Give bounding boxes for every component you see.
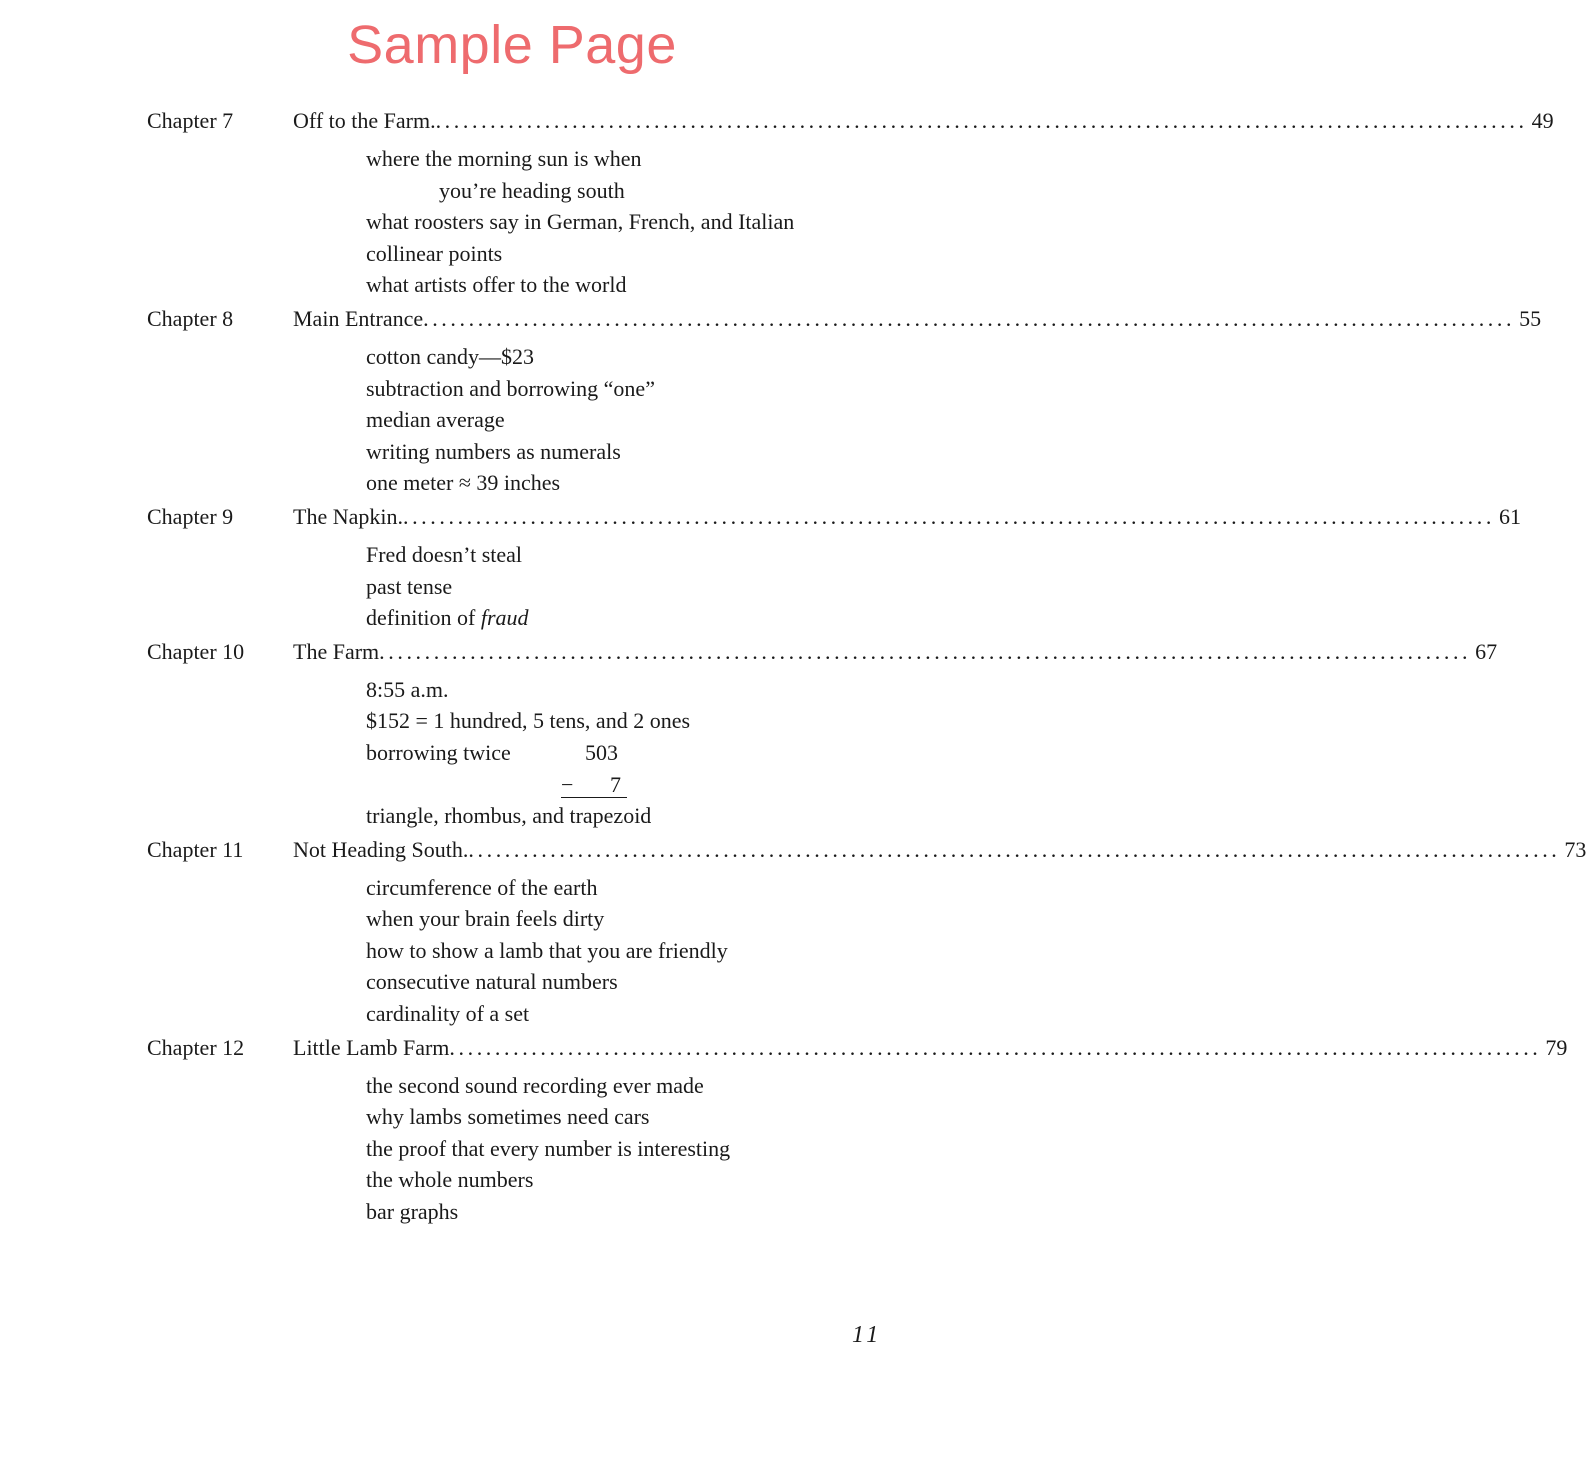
subtraction-subtrahend [561, 769, 627, 798]
chapter-title: Off to the Farm. [293, 108, 436, 133]
chapter-topics [366, 539, 878, 634]
topic-item: cardinality of a set [366, 1001, 530, 1027]
topic-item: past tense [366, 573, 453, 599]
topic-item: the second sound recording ever made [366, 1072, 704, 1098]
chapter-page-number: 61 [1498, 503, 1521, 529]
dot-leader: ........................................................................................................................ [379, 638, 1472, 664]
chapter-topics [366, 1070, 878, 1228]
page-number-folio: 11 [852, 1322, 883, 1348]
topic-item: what roosters say in German, French, and Italian [366, 209, 795, 235]
italic-term: fraud [480, 605, 529, 631]
dot-leader: ........................................................................................................................ [449, 1034, 1542, 1060]
topic-item: triangle, rhombus, and trapezoid [366, 803, 652, 829]
toc-entry-row[interactable] [147, 305, 1542, 341]
chapter-page-number: 79 [1545, 1034, 1568, 1060]
chapter-page-number: 49 [1531, 108, 1554, 133]
chapter-title: The Farm [293, 638, 380, 664]
topic-item: cotton candy—$23 [366, 343, 535, 369]
chapter-title: The Napkin. [293, 503, 403, 529]
topic-item: what artists offer to the world [366, 272, 627, 298]
toc-chapter-10 [147, 638, 1498, 832]
topic-item: collinear points [366, 240, 503, 266]
topic-item: subtraction and borrowing “one” [366, 375, 655, 401]
dot-leader: ........................................................................................................................ [423, 305, 1516, 331]
chapter-label: Chapter 12 [147, 1034, 245, 1060]
topic-item: Fred doesn’t steal [366, 541, 523, 567]
chapter-title: Main Entrance [293, 305, 424, 331]
chapter-page-number: 73 [1564, 836, 1586, 862]
topic-item: median average [366, 407, 505, 433]
toc-chapter-12 [147, 1034, 1568, 1228]
chapter-page-number: 67 [1475, 638, 1498, 664]
chapter-label: Chapter 9 [147, 503, 234, 529]
chapter-label: Chapter 10 [147, 638, 245, 664]
chapter-topics [366, 143, 878, 301]
chapter-label: Chapter 8 [147, 305, 234, 331]
topic-item: $152 = 1 hundred, 5 tens, and 2 ones [366, 708, 691, 734]
topic-item: where the morning sun is when [366, 146, 642, 171]
chapter-topics [366, 674, 878, 832]
topic-item: the proof that every number is interesting [366, 1135, 731, 1161]
topic-item: circumference of the earth [366, 874, 598, 900]
chapter-label: Chapter 7 [147, 108, 234, 133]
topic-item: why lambs sometimes need cars [366, 1104, 650, 1130]
dot-leader: ........................................................................................................................ [468, 836, 1561, 862]
minus-sign: − [561, 771, 574, 797]
dot-leader: ........................................................................................................................ [435, 108, 1528, 133]
toc-chapter-9 [147, 503, 1521, 634]
toc-entry-row[interactable] [147, 1034, 1568, 1070]
subtraction-row [366, 769, 878, 801]
topic-item-continuation: you’re heading south [439, 177, 625, 203]
toc-chapter-8 [147, 305, 1542, 499]
subtrahend-value: 7 [610, 771, 621, 797]
topic-item: 8:55 a.m. [366, 676, 449, 702]
chapter-title: Little Lamb Farm [293, 1034, 450, 1060]
toc-entry-row[interactable] [147, 836, 1586, 872]
topic-item: consecutive natural numbers [366, 969, 618, 995]
topic-item: when your brain feels dirty [366, 906, 605, 932]
chapter-topics [366, 872, 878, 1030]
topic-item: one meter ≈ 39 inches [366, 470, 561, 496]
toc-chapter-11 [147, 836, 1586, 1030]
topic-item: how to show a lamb that you are friendly [366, 937, 728, 963]
chapter-topics [366, 341, 878, 499]
toc-entry-row[interactable] [147, 638, 1498, 674]
topic-item: the whole numbers [366, 1167, 534, 1193]
dot-leader: ........................................................................................................................ [402, 503, 1495, 529]
toc-entry-row[interactable] [147, 108, 1554, 143]
subtraction-minuend: 503 [585, 739, 618, 765]
toc-chapter-7 [147, 108, 1554, 301]
table-of-contents [147, 108, 1586, 1233]
toc-entry-row[interactable] [147, 503, 1521, 539]
topic-item: writing numbers as numerals [366, 438, 621, 464]
topic-item: bar graphs [366, 1199, 459, 1225]
chapter-page-number: 55 [1519, 305, 1542, 331]
topic-item-definition [366, 602, 878, 634]
topic-text: definition of [366, 605, 481, 631]
topic-item-borrowing [366, 737, 878, 769]
chapter-label: Chapter 11 [147, 836, 244, 862]
sample-page-watermark: Sample Page [347, 15, 677, 75]
topic-text: borrowing twice [366, 739, 511, 765]
chapter-title: Not Heading South. [293, 836, 469, 862]
